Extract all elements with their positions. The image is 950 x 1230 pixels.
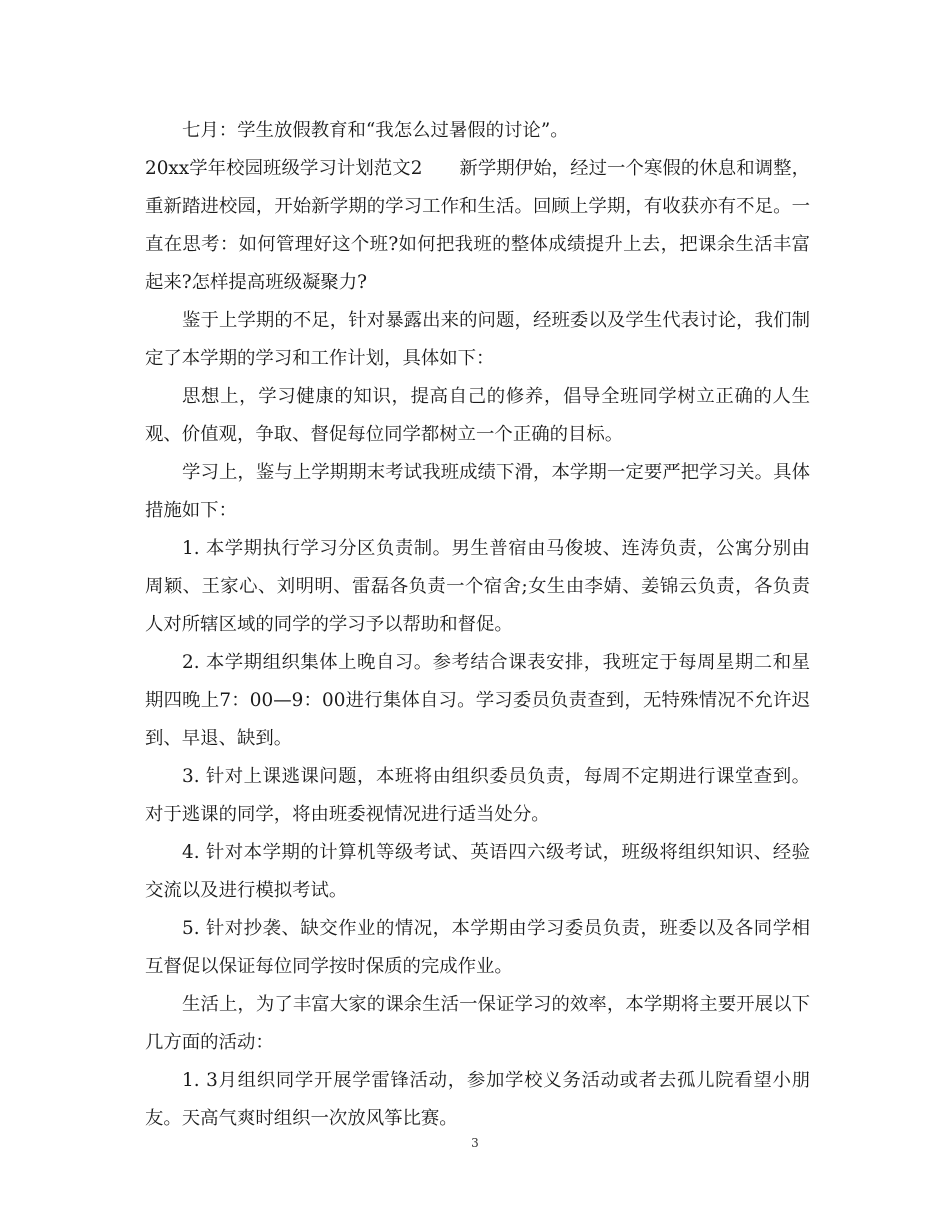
- paragraph: 3. 针对上课逃课问题，本班将由组织委员负责，每周不定期进行课堂查到。对于逃课的同学，将由班委视情况进行适当处分。: [145, 766, 810, 825]
- paragraph: 1. 本学期执行学习分区负责制。男生普宿由马俊坡、连涛负责，公寓分别由周颖、王家心、刘明明、雷磊各负责一个宿舍;女生由李婧、姜锦云负责，各负责人对所辖区域的同学的学习予以帮助和督促。: [145, 538, 810, 635]
- page-number: 3: [471, 1136, 479, 1150]
- paragraph: 思想上，学习健康的知识，提高自己的修养，倡导全班同学树立正确的人生观、价值观，争取、督促每位同学都树立一个正确的目标。: [145, 386, 810, 445]
- paragraph: 5. 针对抄袭、缺交作业的情况，本学期由学习委员负责，班委以及各同学相互督促以保证每位同学按时保质的完成作业。: [145, 918, 810, 977]
- document-body: [145, 112, 810, 1138]
- paragraph: 生活上，为了丰富大家的课余生活一保证学习的效率，本学期将主要开展以下几方面的活动：: [145, 994, 810, 1053]
- paragraph: 20xx学年校园班级学习计划范文2 新学期伊始，经过一个寒假的休息和调整，重新踏进校园，开始新学期的学习工作和生活。回顾上学期，有收获亦有不足。一直在思考：如何管理好这个班?如何把我班的整体成绩提升上去，把课余生活丰富起来?怎样提高班级凝聚力?: [145, 158, 810, 293]
- paragraph: 鉴于上学期的不足，针对暴露出来的问题，经班委以及学生代表讨论，我们制定了本学期的学习和工作计划，具体如下：: [145, 310, 810, 369]
- paragraph: 七月：学生放假教育和“我怎么过暑假的讨论”。: [182, 120, 569, 141]
- paragraph: 学习上，鉴与上学期期末考试我班成绩下滑，本学期一定要严把学习关。具体措施如下：: [145, 462, 810, 521]
- paragraph: 2. 本学期组织集体上晚自习。参考结合课表安排，我班定于每周星期二和星期四晚上7：00—9：00进行集体自习。学习委员负责查到，无特殊情况不允许迟到、早退、缺到。: [145, 652, 810, 749]
- paragraph: 1. 3月组织同学开展学雷锋活动，参加学校义务活动或者去孤儿院看望小朋友。天高气爽时组织一次放风筝比赛。: [145, 1070, 810, 1129]
- paragraph: 4. 针对本学期的计算机等级考试、英语四六级考试，班级将组织知识、经验交流以及进行模拟考试。: [145, 842, 810, 901]
